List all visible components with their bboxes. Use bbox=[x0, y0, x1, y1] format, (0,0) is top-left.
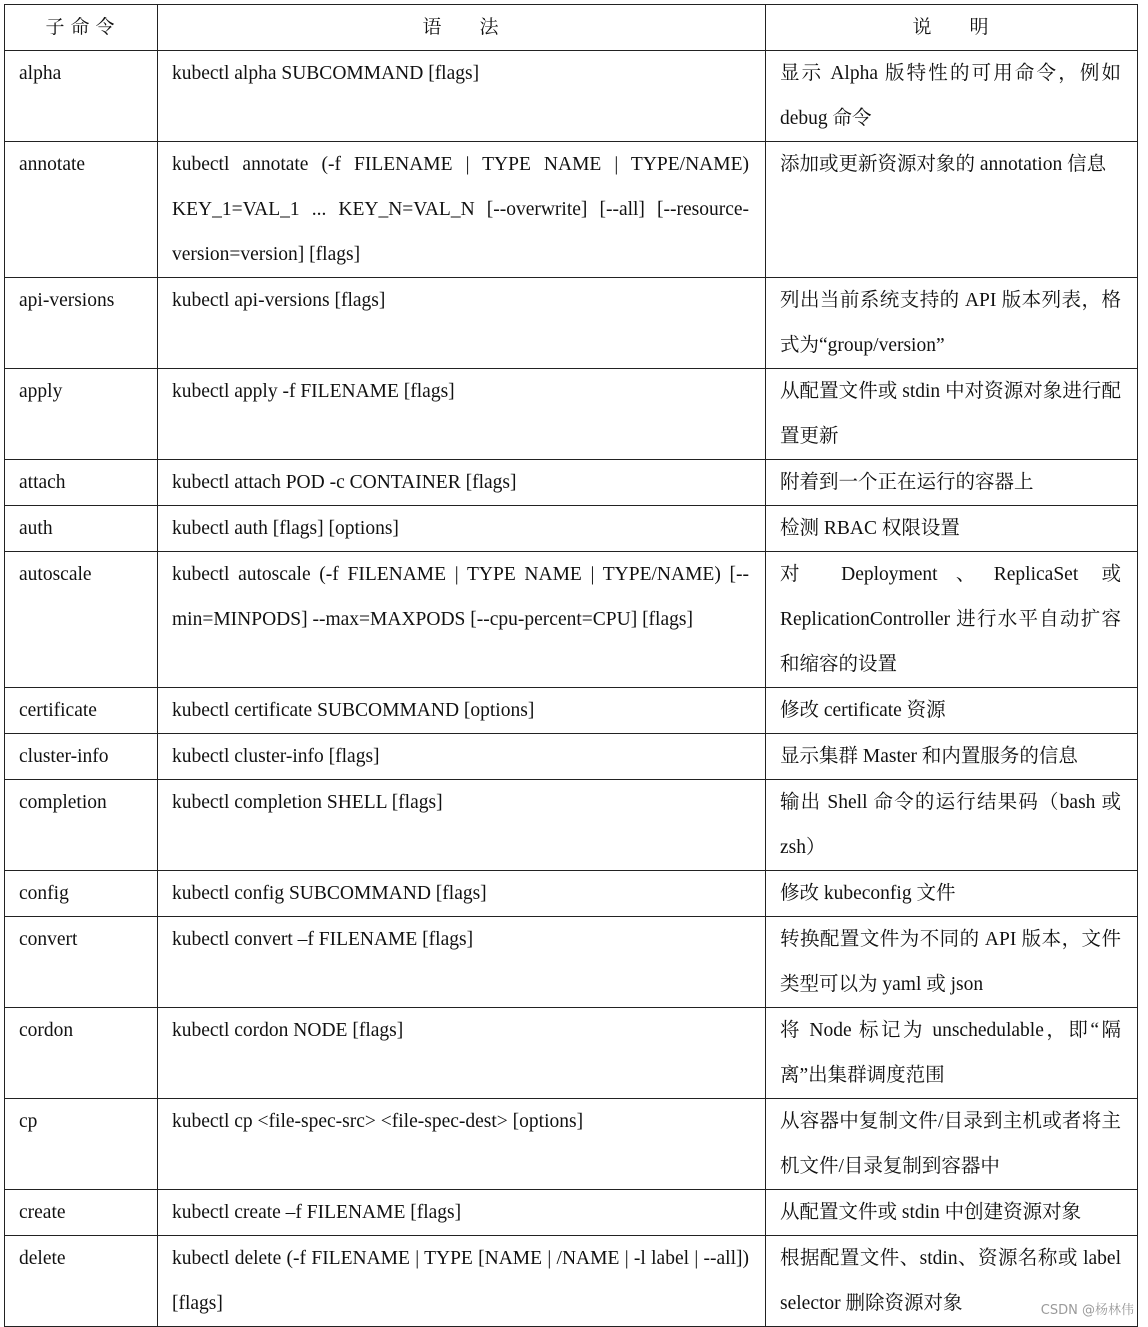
syntax-cell: kubectl delete (-f FILENAME | TYPE [NAME | /NAME | -l label | --all]) [flags] bbox=[158, 1236, 766, 1327]
description-cell: 将 Node 标记为 unschedulable，即“隔离”出集群调度范围 bbox=[766, 1008, 1138, 1099]
table-row bbox=[5, 278, 1138, 369]
subcommand-cell: autoscale bbox=[5, 552, 158, 688]
subcommand-cell: apply bbox=[5, 369, 158, 460]
table-row bbox=[5, 1236, 1138, 1327]
syntax-cell: kubectl cp <file-spec-src> <file-spec-dest> [options] bbox=[158, 1099, 766, 1190]
subcommand-cell: attach bbox=[5, 460, 158, 506]
description-cell: 从配置文件或 stdin 中创建资源对象 bbox=[766, 1190, 1138, 1236]
description-cell: 对 Deployment、ReplicaSet 或 ReplicationController 进行水平自动扩容和缩容的设置 bbox=[766, 552, 1138, 688]
table-row bbox=[5, 51, 1138, 142]
subcommand-cell: api-versions bbox=[5, 278, 158, 369]
table-row bbox=[5, 552, 1138, 688]
table-row bbox=[5, 369, 1138, 460]
header-subcommand: 子 命 令 bbox=[5, 5, 158, 51]
description-cell: 显示集群 Master 和内置服务的信息 bbox=[766, 734, 1138, 780]
table-row bbox=[5, 917, 1138, 1008]
table-row bbox=[5, 460, 1138, 506]
table-row bbox=[5, 780, 1138, 871]
description-cell: 列出当前系统支持的 API 版本列表，格式为“group/version” bbox=[766, 278, 1138, 369]
syntax-cell: kubectl cordon NODE [flags] bbox=[158, 1008, 766, 1099]
subcommand-cell: completion bbox=[5, 780, 158, 871]
subcommand-cell: config bbox=[5, 871, 158, 917]
subcommand-cell: annotate bbox=[5, 142, 158, 278]
description-cell: 检测 RBAC 权限设置 bbox=[766, 506, 1138, 552]
subcommand-cell: auth bbox=[5, 506, 158, 552]
table-row bbox=[5, 688, 1138, 734]
syntax-cell: kubectl api-versions [flags] bbox=[158, 278, 766, 369]
syntax-cell: kubectl certificate SUBCOMMAND [options] bbox=[158, 688, 766, 734]
syntax-cell: kubectl config SUBCOMMAND [flags] bbox=[158, 871, 766, 917]
table-row bbox=[5, 142, 1138, 278]
subcommand-cell: certificate bbox=[5, 688, 158, 734]
description-cell: 从容器中复制文件/目录到主机或者将主机文件/目录复制到容器中 bbox=[766, 1099, 1138, 1190]
description-cell: 转换配置文件为不同的 API 版本，文件类型可以为 yaml 或 json bbox=[766, 917, 1138, 1008]
subcommand-cell: cp bbox=[5, 1099, 158, 1190]
subcommand-cell: create bbox=[5, 1190, 158, 1236]
subcommand-cell: delete bbox=[5, 1236, 158, 1327]
table-body bbox=[5, 51, 1138, 1327]
description-cell: 从配置文件或 stdin 中对资源对象进行配置更新 bbox=[766, 369, 1138, 460]
table-row bbox=[5, 506, 1138, 552]
syntax-cell: kubectl auth [flags] [options] bbox=[158, 506, 766, 552]
kubectl-subcommand-table bbox=[4, 4, 1138, 1327]
syntax-cell: kubectl convert –f FILENAME [flags] bbox=[158, 917, 766, 1008]
description-cell: 修改 certificate 资源 bbox=[766, 688, 1138, 734]
syntax-cell: kubectl create –f FILENAME [flags] bbox=[158, 1190, 766, 1236]
header-syntax: 语 法 bbox=[158, 5, 766, 51]
syntax-cell: kubectl completion SHELL [flags] bbox=[158, 780, 766, 871]
description-cell: 显示 Alpha 版特性的可用命令，例如 debug 命令 bbox=[766, 51, 1138, 142]
description-cell: 输出 Shell 命令的运行结果码（bash 或 zsh） bbox=[766, 780, 1138, 871]
table-row bbox=[5, 1099, 1138, 1190]
syntax-cell: kubectl autoscale (-f FILENAME | TYPE NAME | TYPE/NAME) [--min=MINPODS] --max=MAXPODS [--cpu-percent=CPU] [flags] bbox=[158, 552, 766, 688]
table-row bbox=[5, 734, 1138, 780]
syntax-cell: kubectl attach POD -c CONTAINER [flags] bbox=[158, 460, 766, 506]
syntax-cell: kubectl alpha SUBCOMMAND [flags] bbox=[158, 51, 766, 142]
table-row bbox=[5, 871, 1138, 917]
syntax-cell: kubectl apply -f FILENAME [flags] bbox=[158, 369, 766, 460]
subcommand-cell: convert bbox=[5, 917, 158, 1008]
description-cell: 修改 kubeconfig 文件 bbox=[766, 871, 1138, 917]
watermark: CSDN @杨林伟 bbox=[1040, 1303, 1134, 1318]
table-row bbox=[5, 1190, 1138, 1236]
description-cell: 添加或更新资源对象的 annotation 信息 bbox=[766, 142, 1138, 278]
syntax-cell: kubectl cluster-info [flags] bbox=[158, 734, 766, 780]
header-description: 说 明 bbox=[766, 5, 1138, 51]
header-row bbox=[5, 5, 1138, 51]
table-row bbox=[5, 1008, 1138, 1099]
subcommand-cell: alpha bbox=[5, 51, 158, 142]
syntax-cell: kubectl annotate (-f FILENAME | TYPE NAME | TYPE/NAME) KEY_1=VAL_1 ... KEY_N=VAL_N [--overwrite] [--all] [--resource-version=version] [flags] bbox=[158, 142, 766, 278]
description-cell: 根据配置文件、stdin、资源名称或 label selector 删除资源对象 bbox=[766, 1236, 1138, 1327]
subcommand-cell: cluster-info bbox=[5, 734, 158, 780]
subcommand-cell: cordon bbox=[5, 1008, 158, 1099]
description-cell: 附着到一个正在运行的容器上 bbox=[766, 460, 1138, 506]
